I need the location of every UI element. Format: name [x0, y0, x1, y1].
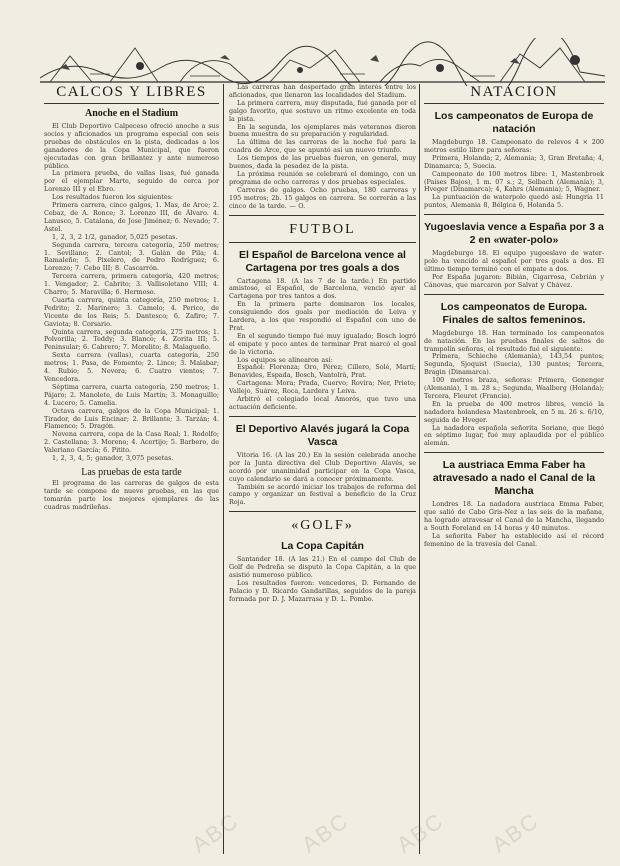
article-headline: Los campeonatos de Europa. Finales de saltos femeninos. — [440, 300, 588, 326]
paragraph: Cartagena 18. (A las 7 de la tarde.) En partido amistoso, el Español, de Barcelona, venció ayer al Cartagena por tres tantos a dos. — [229, 276, 416, 301]
paragraph: Cartagena: Mora; Prada, Cuervo; Rovira; Ner, Prieto; Vallejo, Suárez, Roca, Lardera y Leiva. — [229, 379, 416, 396]
divider — [424, 214, 604, 215]
paragraph: 1, 2, 3, 2 1/2, ganador, 5,025 pesetas. — [52, 232, 178, 241]
paragraph: Séptima carrera, cuarta categoría, 250 metros; 1. Pájaro; 2. Manolete, de Luis Martín; 3. Monaguillo; 4. Lucero; 5. Camelia. — [44, 382, 219, 407]
banner-illustration — [40, 38, 605, 86]
paragraph: Segunda carrera, tercera categoría, 250 metros; 1. Sevillano; 2. Cantol; 3. Galán de Pila; 4. Ramaleño; 5. Pixelero, de Pedro Rodríguez; 6. Lorenzo; 7. Cebo III; 8. Cascarrón. — [44, 240, 219, 273]
watermark: ABC — [187, 807, 244, 858]
paragraph: Primera, Schieche (Alemania), 143,54 puntos; Segunda, Sjoquist (Suecia), 130 puntos; Tercera, Bragin (Dinamarca). — [424, 352, 604, 377]
paragraph: La señorita Faber ha establecido así el récord femenino de la travesía del Canal. — [424, 531, 604, 548]
paragraph: Arbitró el colegiado local Amorós, que tuvo una actuación deficiente. — [229, 395, 416, 411]
article-body — [424, 501, 604, 548]
paragraph: Sexta carrera (vallas), cuarta categoría, 250 metros; 1. Pasa, de Fomento; 2. Lince; 3. Malabar; 4. Rubio; 5. Nevera; 6. Cuatro vientos; 7. Vencedora. — [44, 351, 219, 383]
title-rule — [424, 103, 604, 104]
divider — [229, 416, 416, 417]
article-headline: La austriaca Emma Faber ha atravesado a nado el Canal de la Mancha — [432, 459, 596, 498]
section-title-golf: «GOLF» — [291, 518, 354, 534]
column-rule — [223, 84, 224, 854]
paragraph: Magdeburgo 18. Han terminado los campeonatos de natación. En las pruebas finales de saltos de trampolín señoras, el resultado fué el siguiente: — [424, 328, 604, 353]
article-body — [44, 123, 219, 463]
paragraph: La última de las carreras de la noche fué para la cuadra de Arce, que se apuntó así un nuevo triunfo. — [229, 138, 416, 155]
article-body — [44, 480, 219, 512]
section-title-futbol: FUTBOL — [289, 221, 356, 237]
paragraph: 1, 2, 3, 4, 5; ganador, 3,075 pesetas. — [52, 454, 174, 463]
divider — [229, 242, 416, 243]
paragraph: Los resultados fueron: vencedores, D. Fernando de Palacio y D. Ricardo Gandarillas, seguidos de la pareja formada por D. J. Mazarrasa y D. L. Pombo. — [229, 578, 416, 603]
paragraph: Las carreras han despertado gran interés entre los aficionados, que llenaron las localidades del Stadium. — [229, 84, 416, 99]
watermark: ABC — [487, 807, 544, 858]
article-body — [229, 278, 416, 412]
article-headline: El Deportivo Alavés jugará la Copa Vasca — [235, 422, 410, 448]
paragraph: Magdeburgo 18. El equipo yugoeslavo de water-polo ha vencido al español por tres goals a dos. El último tiempo terminó con el empate a dos. — [424, 249, 604, 273]
watermark: ABC — [297, 807, 354, 858]
article-body — [424, 250, 604, 290]
paragraph: Primera, Holanda; 2, Alemania; 3, Gran Bretaña; 4, Dinamarca; 5, Suecia. — [424, 153, 604, 170]
article-headline: El Español de Barcelona vence al Cartagena por tres goals a dos — [239, 248, 406, 274]
paragraph: Los tiempos de las pruebas fueron, en general, muy buenos, dada la pesadez de la pista. — [229, 154, 416, 171]
paragraph: Carreras de galgos. Ocho pruebas, 180 carreras y 195 metros; 2b. 15 galgos en carrera. Se correrán a las cinco de la tarde. — O. — [229, 185, 416, 210]
watermark: ABC — [392, 807, 449, 858]
column-middle — [229, 84, 416, 854]
paragraph: La primera carrera, muy disputada, fué ganada por el galgo favorito, que sostuvo un ritmo excelente en toda la pista. — [229, 98, 416, 123]
paragraph: Los equipos se alinearon así: — [237, 355, 333, 364]
article-body — [424, 330, 604, 449]
paragraph: También se acordó iniciar los trabajos de reforma del campo y organizar un festival a beneficio de la Cruz Roja. — [229, 482, 416, 507]
paragraph: En la prueba de 400 metros libres, venció la nadadora holandesa Mastenbroek, en 5 m. 26 s. 6/10, seguida de Hveger. — [424, 399, 604, 424]
paragraph: 100 metros braza, señoras: Primera, Genenger (Alemania), 1 m. 28 s.; Segunda, Waalberg (Holanda); Tercera, Fleuret (Francia). — [424, 376, 604, 400]
paragraph: Los resultados fueron los siguientes: — [52, 193, 174, 202]
divider — [229, 511, 416, 512]
paragraph: Vitoria 16. (A las 20.) En la sesión celebrada anoche por la Junta directiva del Club Deportivo Alavés, se acordó por unanimidad participar en la Copa Vasca, cuyo calendario se dará a conocer próximamente. — [229, 450, 416, 483]
paragraph: La puntuación de waterpolo quedó así: Hungría 11 puntos, Alemania 8, Bélgica 6, Holanda 5. — [424, 193, 604, 210]
paragraph: Primera carrera, cinco galgos, 1. Mas, de Arce; 2. Cebaz, de A. Ronce; 3. Lorenzo III, de Álvaro. 4. Lanusco, 5. Catalana, de Jose Jiménez; 6. Nevado; 7. Astel. — [44, 201, 219, 233]
article-continuation — [229, 84, 416, 211]
article-body — [229, 452, 416, 507]
paragraph: En el segundo tiempo fué muy igualado; Bosch logró el empate y poco antes de terminar Prat marcó el goal de la victoria. — [229, 331, 416, 356]
paragraph: La nadadora española señorita Soriano, que llegó en séptimo lugar, fué muy aplaudida por el público alemán. — [424, 423, 604, 448]
title-rule — [44, 103, 219, 104]
article-body — [424, 139, 604, 210]
divider — [424, 294, 604, 295]
divider — [424, 452, 604, 453]
paragraph: En la primera parte dominaron los locales, consiguiendo dos goals por mediación de Leiva y Lardera, a los que respondió el Español con uno de Prat. — [229, 300, 416, 332]
paragraph: El Club Deportivo Calpeceso ofreció anoche a sus socios y aficionados un programa especial con seis pruebas de obstáculos en la pista, dedicadas a los ganadores de la Copa Municipal, que fueron ejecutadas con gran brillantez y ante numeroso público. — [44, 122, 219, 170]
divider — [229, 215, 416, 216]
article-headline: Yugoeslavia vence a España por 3 a 2 en «water-polo» — [424, 221, 604, 247]
paragraph: Magdeburgo 18. Campeonato de relevos 4 × 200 metros estilo libre para señoras: — [424, 138, 604, 154]
paragraph: Quinta carrera, segunda categoría, 275 metros; 1. Polvorilla; 2. Teddy; 3. Blanco; 4. Zorita III; 5. Peninsular; 6. Cabrero; 7. Morelito; 8. Malagueño. — [44, 327, 219, 352]
paragraph: Santander 18. (A las 21.) En el campo del Club de Golf de Pedreña se disputó la Copa Capitán, a la que asistió numeroso público. — [229, 555, 416, 580]
paragraph: Londres 18. La nadadora austriaca Emma Faber, que salió de Cabo Gris-Nez a las seis de la mañana, ha logrado atravesar el Canal de la Mancha, llegando a South Foreland en 14 horas y 40 minutos. — [424, 500, 604, 532]
section-title-natacion: NATACION — [424, 84, 604, 104]
paragraph: Por España jugaron: Bibián, Cigarrosa, Cebrián y Cánovas, que marcaron por Salvat y Chávez. — [424, 272, 604, 289]
paragraph: La próxima reunión se celebrará el domingo, con un programa de ocho carreras y dos pruebas especiales. — [229, 169, 416, 186]
section-title-calcos: CALCOS Y LIBRES — [44, 84, 219, 104]
article-headline: La Copa Capitán — [281, 540, 364, 553]
column-left — [44, 84, 219, 854]
column-right — [424, 84, 604, 854]
decorative-banner — [40, 38, 605, 86]
paragraph: Cuarta carrera, quinta categoría, 250 metros; 1. Pedrito; 2. Marinero; 3. Camelo; 4. Perico, de Vicente de los Reis; 5. Dantesco; 6. Zafiro; 7. Gaviota; 8. Corsario. — [44, 295, 219, 328]
article-headline: Las pruebas de esta tarde — [81, 466, 182, 478]
paragraph: En la segunda, los ejemplares más veteranos dieron buena muestra de su preparación y regularidad. — [229, 122, 416, 139]
paragraph: La primera prueba, de vallas lisas, fué ganada por el ejemplar Marte, seguido de cerca por Lorenzo III y el Ebro. — [44, 169, 219, 194]
article-body — [229, 556, 416, 603]
paragraph: Español: Florenza; Oro, Pérez; Cillero, Solé, Martí; Benavides, Espada, Bosch, Vantolrà, Prat. — [229, 363, 416, 380]
paragraph: Octava carrera, galgos de la Copa Municipal; 1. Tirador, de Luis Encinar; 2. Brillante; 3. Tarzán; 4. Flamenco; 5. Dragón. — [44, 406, 219, 431]
paragraph: El programa de las carreras de galgos de esta tarde se compone de nueve pruebas, en las que tomarán parte los mejores ejemplares de las cuadras madrileñas. — [44, 478, 219, 511]
paragraph: Novena carrera, copa de la Casa Real; 1. Rodolfo; 2. Castellana; 3. Moreno; 4. Acertijo; 5. Barbero, de Valeriano García; 6. Pitito. — [44, 430, 219, 455]
article-headline: Anoche en el Stadium — [84, 108, 179, 119]
article-headline: Los campeonatos de Europa de natación — [434, 110, 594, 135]
column-rule — [419, 84, 420, 854]
paragraph: Tercera carrera, primera categoría, 420 metros; 1. Vengador; 2. Cabrito; 3. Vallisoletano VIII; 4. Charro; 5. Maravilla; 6. Hermoso. — [44, 272, 219, 297]
paragraph: Campeonato de 100 metros libre: 1, Mastenbroek (Países Bajos), 1 m. 07 s.; 2, Selbach (Alemania); 3, Hveger (Dinamarca); 4, Kahrs (Alemania); 5, Wagner. — [424, 169, 604, 194]
